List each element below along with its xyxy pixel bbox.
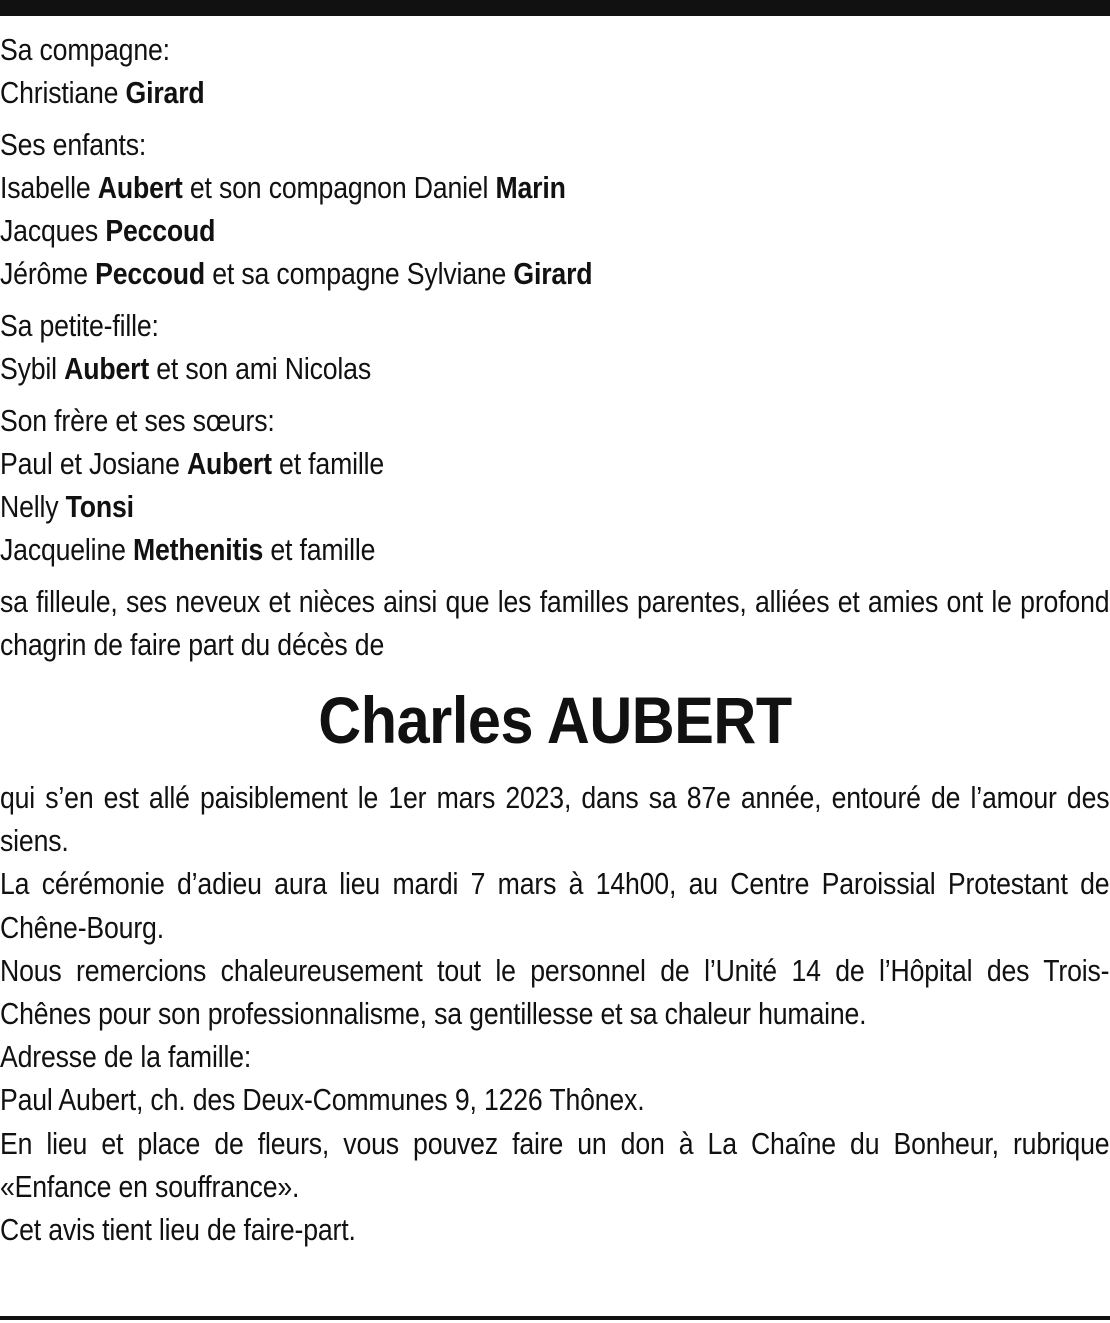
bottom-rule	[0, 1316, 1110, 1320]
closing-note: Cet avis tient lieu de faire-part.	[0, 1212, 356, 1248]
donation-paragraph: En lieu et place de fleurs, vous pouvez faire un don à La Chaîne du Bonheur, rubrique «Enfance en souffrance».	[0, 1125, 1110, 1204]
obituary-notice	[0, 28, 1110, 1251]
granddaughter-line: Sybil Aubert et son ami Nicolas	[0, 351, 371, 386]
sibling-line: Paul et Josiane Aubert et famille	[0, 446, 385, 481]
companion-line: Christiane Girard	[0, 75, 205, 110]
top-rule	[0, 0, 1110, 16]
children-section	[0, 123, 1110, 295]
ceremony-paragraph: La cérémonie d’adieu aura lieu mardi 7 mars à 14h00, au Centre Paroissial Protestant de Chêne-Bourg.	[0, 866, 1110, 945]
child-line: Jérôme Peccoud et sa compagne Sylviane Girard	[0, 256, 593, 291]
announcement-text: sa filleule, ses neveux et nièces ainsi que les familles parentes, alliées et amies ont le profond chagrin de faire part du décès de	[0, 584, 1110, 662]
child-line: Jacques Peccoud	[0, 213, 216, 248]
children-heading: Ses enfants:	[0, 127, 147, 162]
companion-section	[0, 28, 1110, 114]
siblings-heading: Son frère et ses sœurs:	[0, 403, 275, 438]
child-line: Isabelle Aubert et son compagnon Daniel Marin	[0, 170, 566, 205]
siblings-section	[0, 399, 1110, 571]
sibling-line: Nelly Tonsi	[0, 489, 134, 524]
sibling-line: Jacqueline Methenitis et famille	[0, 532, 376, 567]
thanks-paragraph: Nous remercions chaleureusement tout le personnel de l’Unité 14 de l’Hôpital des Trois-Chênes pour son professionnalisme, sa gentillesse et sa chaleur humaine.	[0, 952, 1110, 1032]
granddaughter-section	[0, 304, 1110, 390]
address-line: Paul Aubert, ch. des Deux-Communes 9, 1226 Thônex.	[0, 1082, 645, 1118]
deceased-name: Charles AUBERT	[318, 683, 792, 757]
address-heading: Adresse de la famille:	[0, 1039, 252, 1075]
detail-paragraph: qui s’en est allé paisiblement le 1er mars 2023, dans sa 87e année, entouré de l’amour des siens.	[0, 780, 1110, 859]
granddaughter-heading: Sa petite-fille:	[0, 308, 159, 343]
companion-heading: Sa compagne:	[0, 32, 170, 67]
